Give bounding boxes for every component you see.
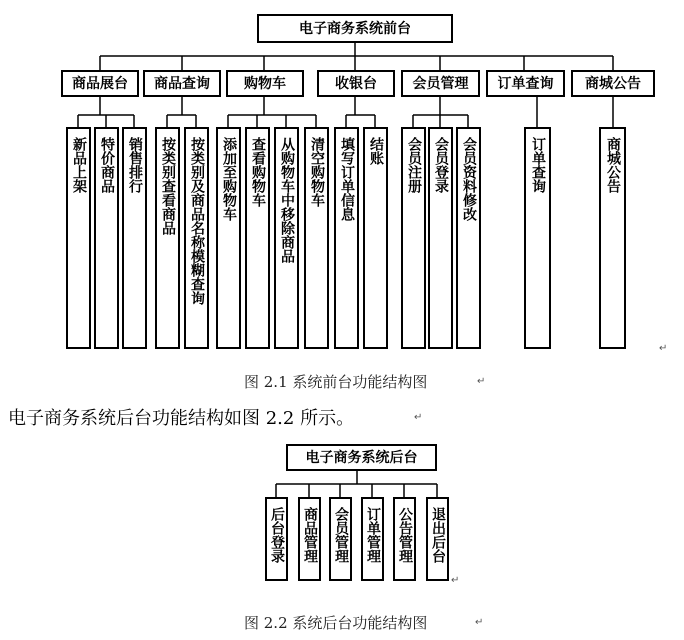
leaf-label: 新品上架	[71, 137, 87, 193]
leaf-label: 会员登录	[433, 137, 449, 193]
module-label: 商城公告	[585, 75, 641, 92]
leaf-label: 商品管理	[302, 507, 318, 563]
leaf-fuzzy-search	[184, 127, 209, 349]
leaf-admin-login	[265, 497, 288, 581]
leaf-label: 销售排行	[127, 137, 143, 193]
module-node-product-showcase	[61, 70, 139, 97]
leaf-label: 后台登录	[269, 507, 285, 563]
leaf-label: 添加至购物车	[221, 137, 237, 221]
paragraph-mark-icon: ↵	[477, 376, 486, 387]
leaf-label: 从购物车中移除商品	[279, 137, 295, 263]
backend-root-node	[286, 444, 437, 471]
leaf-label: 按类别查看商品	[160, 137, 176, 235]
module-node-announcement	[571, 70, 655, 97]
leaf-clear-cart	[304, 127, 329, 349]
body-paragraph: 电子商务系统后台功能结构如图 2.2 所示。	[8, 408, 355, 429]
leaf-order-search	[524, 127, 551, 349]
leaf-label: 会员注册	[406, 137, 422, 193]
figure2-caption: 图 2.2 系统后台功能结构图	[244, 614, 428, 632]
leaf-announcement-management	[393, 497, 416, 581]
leaf-exit-backend	[426, 497, 449, 581]
frontend-root-node	[257, 14, 453, 43]
leaf-add-to-cart	[216, 127, 241, 349]
leaf-mall-announcement	[599, 127, 626, 349]
leaf-fill-order	[334, 127, 359, 349]
leaf-member-register	[401, 127, 426, 349]
leaf-settle	[363, 127, 388, 349]
paragraph-mark-icon: ↵	[659, 343, 668, 354]
leaf-label: 清空购物车	[309, 137, 325, 207]
leaf-label: 会员资料修改	[461, 137, 477, 221]
module-label: 商品查询	[154, 75, 210, 92]
leaf-label: 商城公告	[605, 137, 621, 193]
module-label: 会员管理	[412, 75, 469, 92]
backend-root-label: 电子商务系统后台	[305, 449, 418, 466]
paragraph-mark-icon: ↵	[414, 412, 423, 423]
leaf-label: 退出后台	[430, 507, 446, 563]
leaf-label: 查看购物车	[250, 137, 266, 207]
leaf-label: 特价商品	[99, 137, 115, 193]
leaf-label: 填写订单信息	[339, 137, 355, 221]
leaf-label: 结账	[368, 137, 384, 165]
leaf-sales-ranking	[122, 127, 147, 349]
paragraph-mark-icon: ↵	[451, 575, 460, 586]
leaf-label: 按类别及商品名称模糊查询	[189, 137, 205, 305]
leaf-product-management	[298, 497, 321, 581]
leaf-label: 公告管理	[397, 507, 413, 563]
module-node-checkout	[317, 70, 395, 97]
module-node-product-search	[143, 70, 221, 97]
leaf-remove-from-cart	[274, 127, 299, 349]
leaf-label: 会员管理	[333, 507, 349, 563]
module-label: 订单查询	[497, 75, 554, 92]
leaf-member-login	[428, 127, 453, 349]
leaf-special-offers	[94, 127, 119, 349]
paragraph-mark-icon: ↵	[475, 617, 484, 628]
module-node-cart	[226, 70, 304, 97]
leaf-browse-by-category	[155, 127, 180, 349]
module-label: 商品展台	[72, 75, 128, 92]
leaf-view-cart	[245, 127, 270, 349]
frontend-root-label: 电子商务系统前台	[299, 20, 411, 37]
leaf-member-management	[329, 497, 352, 581]
leaf-order-management	[361, 497, 384, 581]
module-label: 收银台	[335, 75, 377, 92]
module-label: 购物车	[244, 75, 286, 92]
figure1-caption: 图 2.1 系统前台功能结构图	[244, 373, 428, 391]
leaf-label: 订单管理	[365, 507, 381, 563]
module-node-order-search	[486, 70, 565, 97]
module-node-member	[401, 70, 480, 97]
leaf-new-products	[66, 127, 91, 349]
leaf-label: 订单查询	[530, 137, 546, 193]
leaf-member-profile-edit	[456, 127, 481, 349]
